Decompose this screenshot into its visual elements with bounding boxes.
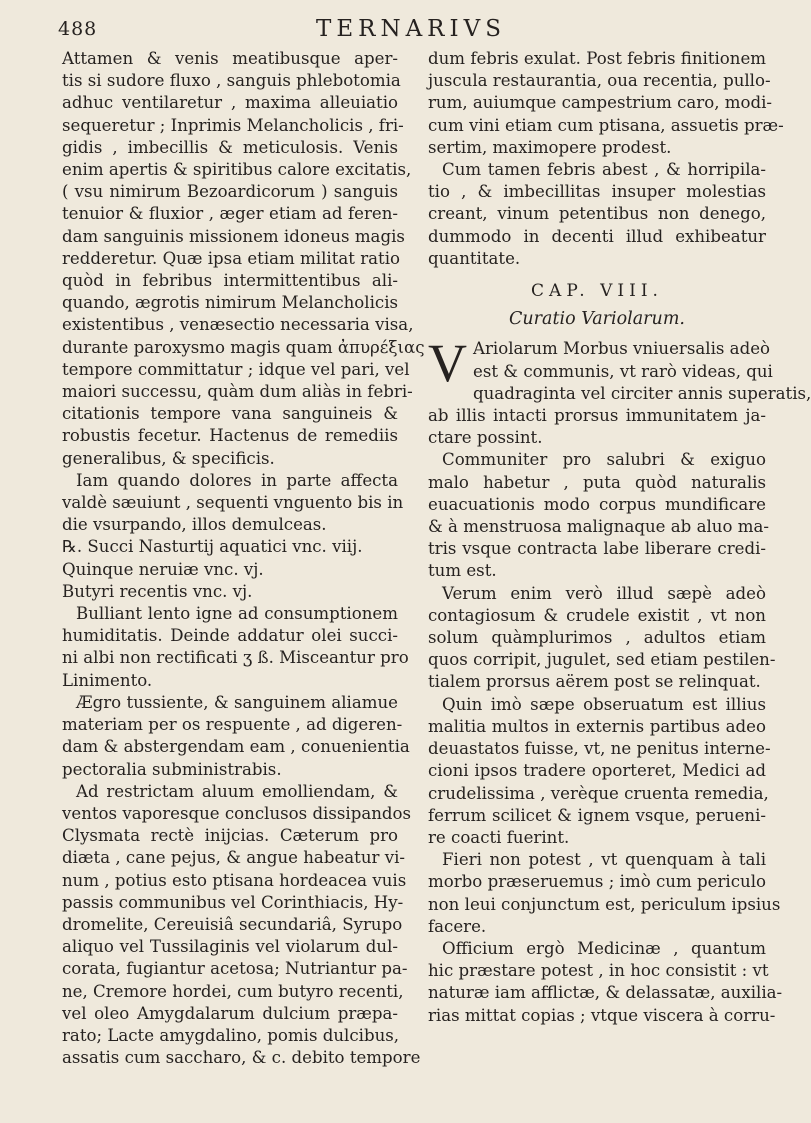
text-line: sertim, maximopere prodest. — [428, 137, 672, 157]
text-line: facere. — [428, 916, 487, 936]
text-line: Iam quando dolores in parte affecta — [76, 470, 398, 490]
text-line: aliquo vel Tussilaginis vel violarum dul- — [62, 937, 398, 957]
text-line: cum vini etiam cum ptisana, assuetis præ- — [428, 115, 784, 135]
text-line: tenuior & fluxior , æger etiam ad feren- — [62, 204, 398, 224]
text-line: Officium ergò Medicinæ , quantum — [442, 938, 766, 958]
text-line: deuastatos fuisse, vt, ne penitus interne- — [428, 739, 771, 759]
text-line: corata, fugiantur acetosa; Nutriantur pa- — [62, 959, 408, 979]
text-line: citationis tempore vana sanguineis & — [62, 404, 398, 424]
text-line: dum febris exulat. Post febris finitionem — [428, 49, 767, 68]
text-line: non leui conjunctum est, periculum ipsius — [428, 894, 781, 914]
text-line: dam & abstergendam eam , conuenientia — [62, 737, 410, 757]
text-line: re coacti fuerint. — [428, 827, 570, 847]
text-line: cioni ipsos tradere oporteret, Medici ad — [428, 761, 766, 781]
page-header — [58, 10, 760, 50]
text-line: ferrum scilicet & ignem vsque, perueni- — [428, 805, 766, 825]
text-line: ventos vaporesque conclusos dissipandos — [62, 803, 412, 823]
text-line: Ægro tussiente, & sanguinem aliamue — [76, 692, 398, 712]
left-column — [62, 48, 425, 1069]
text-line: humiditatis. Deinde addatur olei succi- — [62, 626, 398, 646]
text-line: quadraginta vel circiter annis superatis, — [473, 383, 811, 403]
running-title: TERNARIVS — [316, 16, 506, 42]
text-line: robustis fecetur. Hactenus de remediis — [62, 426, 398, 446]
text-line: ab illis intacti prorsus immunitatem ja- — [428, 406, 766, 426]
text-line: Linimento. — [62, 670, 153, 690]
text-line: dromelite, Cereuisiâ secundariâ, Syrupo — [62, 914, 403, 934]
text-line: Attamen & venis meatibusque aper- — [62, 49, 398, 68]
text-line: euacuationis modo corpus mundificare — [428, 494, 766, 514]
text-line: dummodo in decenti illud exhibeatur — [428, 226, 766, 246]
text-line: materiam per os respuente , ad digeren- — [62, 715, 403, 735]
text-line: rato; Lacte amygdalino, pomis dulcibus, — [62, 1025, 400, 1045]
text-line: adhuc ventilaretur , maxima alleuiatio — [62, 93, 398, 113]
text-line: durante paroxysmo magis quam ἀπυρέξιας — [62, 337, 425, 357]
text-line: tris vsque contracta labe liberare credi- — [428, 539, 766, 559]
text-line: passis communibus vel Corinthiacis, Hy- — [62, 892, 404, 912]
text-line: ( vsu nimirum Bezoardicorum ) sanguis — [62, 182, 398, 202]
text-line: & à menstruosa malignaque ab aluo ma- — [428, 517, 769, 537]
right-column-body — [428, 449, 783, 1026]
page-number: 488 — [58, 18, 98, 40]
text-line: crudelissima , verèque cruenta remedia, — [428, 783, 769, 803]
text-line: vel oleo Amygdalarum dulcium præpa- — [62, 1003, 398, 1023]
text-line: sequeretur ; Inprimis Melancholicis , fri- — [62, 115, 404, 135]
text-line: creant, vinum petentibus non denego, — [428, 204, 766, 224]
text-line: ni albi non rectificati ʒ ß. Misceantur pro — [62, 648, 409, 668]
right-column — [428, 48, 811, 1027]
text-line: dam sanguinis missionem idoneus magis — [62, 226, 405, 246]
text-line: hic præstare potest , in hoc consistit : vt — [428, 961, 769, 981]
text-line: morbo præseruemus ; imò cum periculo — [428, 872, 766, 892]
text-line: quantitate. — [428, 248, 521, 268]
text-line: Quin imò sæpe obseruatum est illius — [442, 694, 766, 714]
text-line: quando, ægrotis nimirum Melancholicis — [62, 293, 399, 313]
text-line: assatis cum saccharo, & c. debito tempore — [62, 1048, 421, 1068]
text-line: est & communis, vt rarò videas, qui — [473, 361, 773, 381]
text-line: jusculа restaurantia, oua recentia, pullo- — [428, 71, 771, 91]
text-line: Ariolarum Morbus vniuersalis adeò — [473, 339, 771, 359]
drop-cap: V — [428, 333, 467, 394]
text-line: Communiter pro salubri & exiguo — [442, 450, 766, 470]
text-line: Ad restrictam aluum emolliendam, & — [76, 781, 398, 801]
text-line: tialem prorsus aërem post se relinquat. — [428, 672, 761, 692]
text-line: Clysmata rectè inijcias. Cæterum pro — [62, 826, 398, 846]
chapter-label: CAP. VIII. — [531, 281, 663, 302]
text-line: malo habetur , puta quòd naturalis — [428, 472, 766, 492]
text-line: Bulliant lento igne ad consumptionem — [76, 604, 398, 624]
text-line: contagiosum & crudele existit , vt non — [428, 605, 766, 625]
text-line: existentibus , venæsectio necessaria visa, — [62, 315, 414, 335]
text-line: die vsurpando, illos demulceas. — [62, 515, 327, 535]
text-line: generalibus, & specificis. — [62, 448, 275, 468]
text-line: num , potius esto ptisana hordeacea vuis — [62, 870, 407, 890]
right-column-top — [428, 48, 784, 270]
text-line: Quinque neruiæ vnc. vj. — [62, 559, 264, 579]
text-line: rias mittat copias ; vtque viscera à corru- — [428, 1005, 776, 1025]
text-line: quòd in febribus intermittentibus ali- — [62, 271, 398, 291]
text-line: tis si sudore fluxo , sanguis phlebotomia — [62, 71, 401, 91]
text-line: malitia multos in externis partibus adeo — [428, 716, 766, 736]
text-line: solum quàmplurimos , adultos etiam — [428, 628, 766, 648]
text-line: Butyri recentis vnc. vj. — [62, 581, 253, 601]
text-line: redderetur. Quæ ipsa etiam militat ratio — [62, 248, 401, 268]
text-line: Cum tamen febris abest , & horripila- — [442, 160, 766, 180]
text-line: rum, auiumque campestrium caro, modi- — [428, 93, 773, 113]
chapter-title: Curatio Variolarum. — [509, 309, 685, 330]
text-line: valdè sæuiunt , sequenti vnguento bis in — [62, 493, 404, 513]
text-line: maiori successu, quàm dum aliàs in febri- — [62, 382, 413, 402]
text-line: ctare possint. — [428, 428, 543, 448]
text-line: gidis , imbecillis & meticulosis. Venis — [62, 137, 398, 157]
text-line: enim apertis & spiritibus calore excitatis, — [62, 160, 412, 180]
text-line: ℞. Succi Nasturtij aquatici vnc. viij. — [62, 537, 363, 557]
text-line: ne, Cremore hordei, cum butyro recenti, — [62, 981, 404, 1001]
text-line: Verum enim verò illud sæpè adeò — [442, 583, 766, 603]
text-line: pectoralia subministrabis. — [62, 759, 282, 779]
text-line: Fieri non potest , vt quenquam à tali — [442, 850, 766, 870]
text-line: diæta , cane pejus, & angue habeatur vi- — [62, 848, 406, 868]
text-line: naturæ iam afflictæ, & delassatæ, auxilia- — [428, 983, 783, 1003]
text-line: tum est. — [428, 561, 497, 581]
text-line: tempore committatur ; idque vel pari, vel — [62, 359, 410, 379]
text-line: tio , & imbecillitas insuper molestias — [428, 182, 766, 202]
chapter-opening — [428, 333, 811, 449]
text-line: quos corripit, jugulet, sed etiam pestilen- — [428, 650, 776, 670]
